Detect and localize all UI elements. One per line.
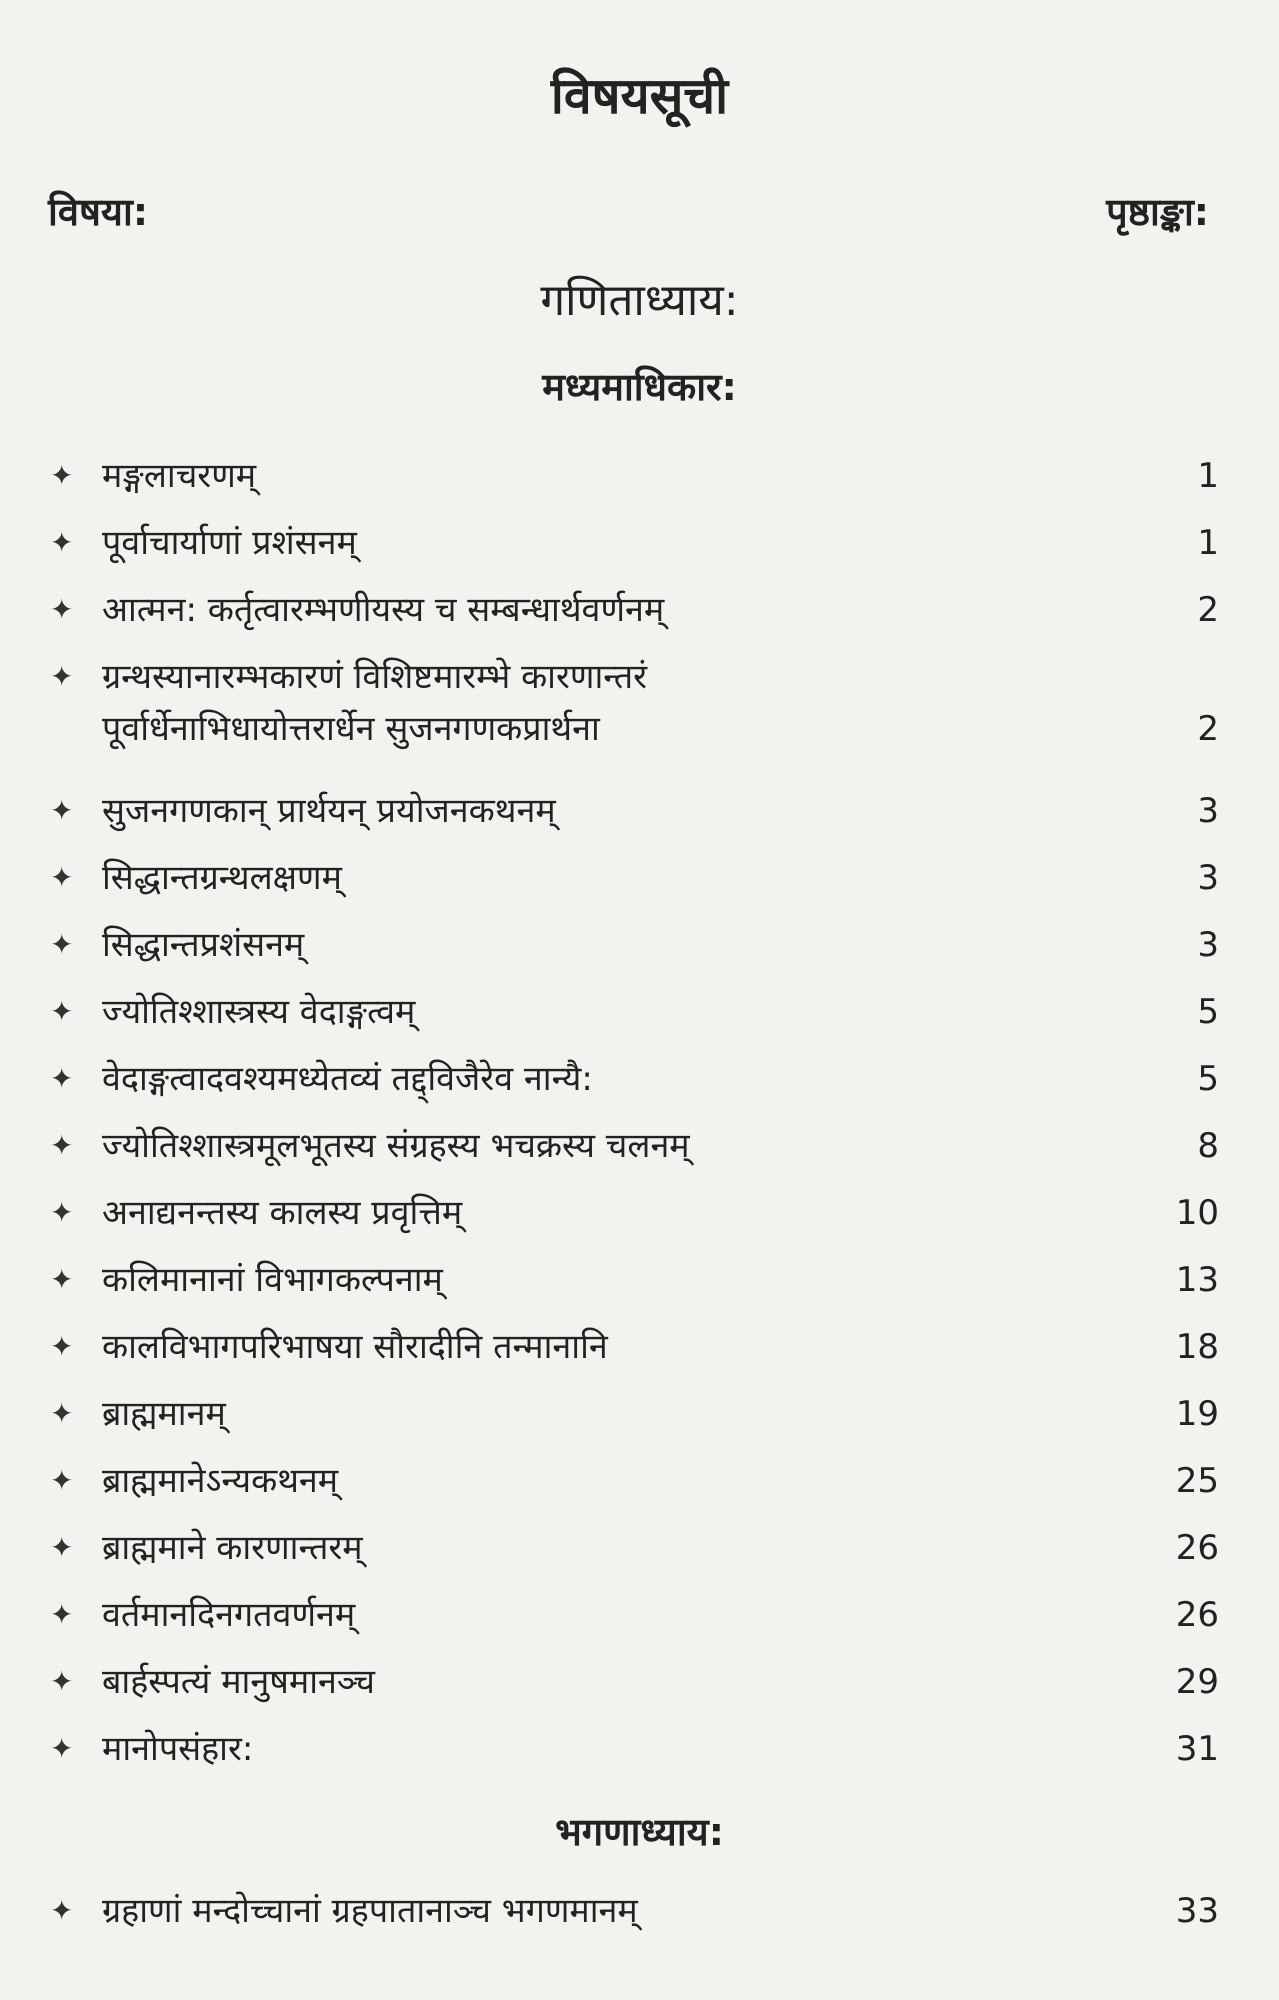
toc-entry-text: ब्राह्ममानेऽन्यकथनम् [102,1461,339,1501]
bullet-icon: ✦ [50,995,74,1028]
toc-entry [50,1661,1219,1703]
toc-entry [50,991,1219,1033]
toc-entry-text: ब्राह्ममाने कारणान्तरम् [102,1528,363,1568]
toc-entry-page-number: 26 [1175,1595,1219,1635]
bullet-icon: ✦ [50,1397,74,1430]
bullet-icon: ✦ [50,1531,74,1564]
bullet-icon: ✦ [50,1196,74,1229]
toc-entry-text: ब्राह्ममानम् [102,1394,226,1434]
bullet-icon: ✦ [50,1062,74,1095]
column-header-pages: पृष्ठाङ्का: [1106,190,1209,234]
page-title: विषयसूची [550,67,729,125]
toc-entry-page-number: 1 [1197,523,1219,563]
toc-entry-text: अनाद्यनन्तस्य कालस्य प्रवृत्तिम् [102,1193,463,1233]
bullet-icon: ✦ [50,1732,74,1765]
toc-entry-page-number: 5 [1197,1059,1219,1099]
toc-entry [50,924,1219,966]
toc-entry [50,455,1219,497]
toc-entry-text: आत्मन: कर्तृत्वारम्भणीयस्य च सम्बन्धार्थवर्णनम् [102,590,665,630]
bullet-icon: ✦ [50,861,74,894]
toc-entry-text: वर्तमानदिनगतवर्णनम् [102,1595,356,1635]
toc-entry-text: मानोपसंहार: [102,1729,254,1769]
toc-entry-page-number: 3 [1197,925,1219,965]
toc-entry-page-number: 26 [1175,1528,1219,1568]
toc-entry-text-continued: पूर्वार्धेनाभिधायोत्तरार्धेन सुजनगणकप्रार्थना [102,709,600,749]
bullet-icon: ✦ [50,928,74,961]
toc-entry [50,1058,1219,1100]
toc-entry [50,589,1219,631]
bullet-icon: ✦ [50,1598,74,1631]
bullet-icon: ✦ [50,660,74,693]
toc-entry [50,1326,1219,1368]
section-title-ganitadhyaya: गणिताध्याय: [540,275,739,326]
toc-entry-page-number: 13 [1175,1260,1219,1300]
toc-entry-text: ग्रहाणां मन्दोच्चानां ग्रहपातानाञ्च भगणमानम् [102,1891,638,1931]
toc-entry-text: ग्रन्थस्यानारम्भकारणं विशिष्टमारम्भे कारणान्तरं [102,657,648,697]
toc-entry-text: सिद्धान्तप्रशंसनम् [102,925,305,965]
toc-entry-page-number: 5 [1197,992,1219,1032]
toc-entry-page-number: 19 [1175,1394,1219,1434]
column-header-subjects: विषया: [48,190,149,234]
toc-entry-page-number: 31 [1175,1729,1219,1769]
toc-entry-page-number: 2 [1197,590,1219,630]
toc-entry-page-number: 1 [1197,456,1219,496]
toc-entry-page-number: 10 [1175,1193,1219,1233]
toc-entry-text: सिद्धान्तग्रन्थलक्षणम् [102,858,342,898]
toc-entry-page-number: 2 [1197,709,1219,749]
toc-entry-page-number: 3 [1197,858,1219,898]
toc-entry [50,1259,1219,1301]
toc-entry [50,1393,1219,1435]
toc-entry-text: कालविभागपरिभाषया सौरादीनि तन्मानानि [102,1327,608,1367]
bullet-icon: ✦ [50,459,74,492]
toc-entry [50,1890,1219,1932]
section-title-madhyamadhikara: मध्यमाधिकार: [542,365,737,409]
toc-entry-page-number: 29 [1175,1662,1219,1702]
toc-entry [50,1594,1219,1636]
toc-entry [50,1728,1219,1770]
toc-entry-text: मङ्गलाचरणम् [102,456,257,496]
bullet-icon: ✦ [50,1263,74,1296]
bullet-icon: ✦ [50,526,74,559]
toc-entry-text: सुजनगणकान् प्रार्थयन् प्रयोजनकथनम् [102,791,556,831]
toc-entry-text: पूर्वाचार्याणां प्रशंसनम् [102,523,357,563]
toc-entry [50,1460,1219,1502]
toc-entry-page-number: 8 [1197,1126,1219,1166]
bullet-icon: ✦ [50,794,74,827]
toc-entry [50,522,1219,564]
toc-entry-page-number: 3 [1197,791,1219,831]
bullet-icon: ✦ [50,1894,74,1927]
section-title-bhaganadhyaya: भगणाध्याय: [555,1810,724,1854]
toc-entry-page-number: 18 [1175,1327,1219,1367]
toc-entry [50,857,1219,899]
toc-entry [50,656,1219,752]
toc-entry-text: बार्हस्पत्यं मानुषमानञ्च [102,1662,376,1702]
toc-entry-text: ज्योतिश्शास्त्रमूलभूतस्य संग्रहस्य भचक्रस्य चलनम् [102,1126,690,1166]
toc-entry [50,1125,1219,1167]
toc-entry-text: वेदाङ्गत्वादवश्यमध्येतव्यं तद्द्विजैरेव नान्यै: [102,1059,593,1099]
bullet-icon: ✦ [50,1129,74,1162]
bullet-icon: ✦ [50,1665,74,1698]
bullet-icon: ✦ [50,593,74,626]
toc-entry [50,1192,1219,1234]
toc-entry [50,1527,1219,1569]
bullet-icon: ✦ [50,1330,74,1363]
toc-entry [50,790,1219,832]
toc-entry-text: ज्योतिश्शास्त्रस्य वेदाङ्गत्वम् [102,992,416,1032]
bullet-icon: ✦ [50,1464,74,1497]
toc-entry-page-number: 25 [1175,1461,1219,1501]
toc-entry-page-number: 33 [1175,1891,1219,1931]
toc-entry-text: कलिमानानां विभागकल्पनाम् [102,1260,443,1300]
